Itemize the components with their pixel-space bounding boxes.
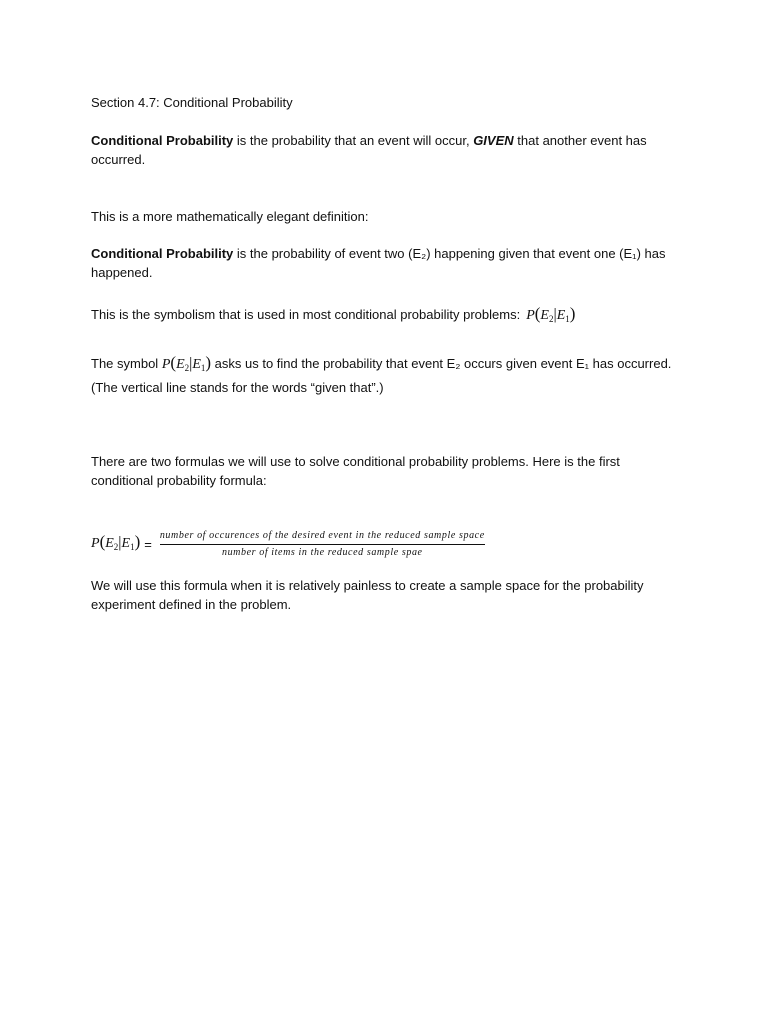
formula-equals-sign: = (144, 536, 152, 552)
fraction-bar (160, 544, 485, 545)
formula-fraction (160, 530, 485, 559)
section-heading: Section 4.7: Conditional Probability (91, 95, 293, 110)
symbol-explanation-text: asks us to find the probability that event E₂ occurs given event E₁ has occurred. (The vertical line stands for the words “given that”.) (91, 356, 672, 395)
symbol-lead: The symbol (91, 356, 159, 371)
conditional-probability-symbol-inline: $P(E_2|E_1)$ (161, 353, 212, 373)
formulas-intro-paragraph: There are two formulas we will use to solve conditional probability problems. Here is the first conditional probability formula: (91, 454, 620, 488)
term-conditional-probability-2: Conditional Probability (91, 246, 234, 261)
definition-paragraph (91, 131, 681, 169)
elegant-definition-paragraph (91, 244, 681, 282)
symbolism-paragraph (91, 304, 681, 329)
conditional-probability-formula (91, 528, 485, 560)
elegant-definition-text: is the probability of event two (E₂) happening given that event one (E₁) has happened. (91, 246, 666, 280)
given-emphasis: GIVEN (473, 133, 514, 148)
conditional-probability-symbol: $P(E_2|E_1)$ (526, 304, 576, 324)
formula-denominator: number of items in the reduced sample spae (221, 546, 423, 558)
symbolism-text: This is the symbolism that is used in most conditional probability problems: (91, 307, 521, 322)
definition-text-b: that another event has occurred. (91, 133, 647, 167)
closing-paragraph: We will use this formula when it is relatively painless to create a sample space for the probability experiment defined in the problem. (91, 578, 644, 612)
elegant-definition-intro: This is a more mathematically elegant definition: (91, 209, 369, 224)
symbol-explanation-paragraph (91, 353, 681, 397)
formula-lhs: $P(E_2|E_1)$ (91, 531, 141, 552)
formula-numerator: number of occurences of the desired event in the reduced sample space (159, 529, 485, 541)
definition-text-a: is the probability that an event will occur, (233, 133, 474, 148)
term-conditional-probability: Conditional Probability (91, 133, 234, 148)
